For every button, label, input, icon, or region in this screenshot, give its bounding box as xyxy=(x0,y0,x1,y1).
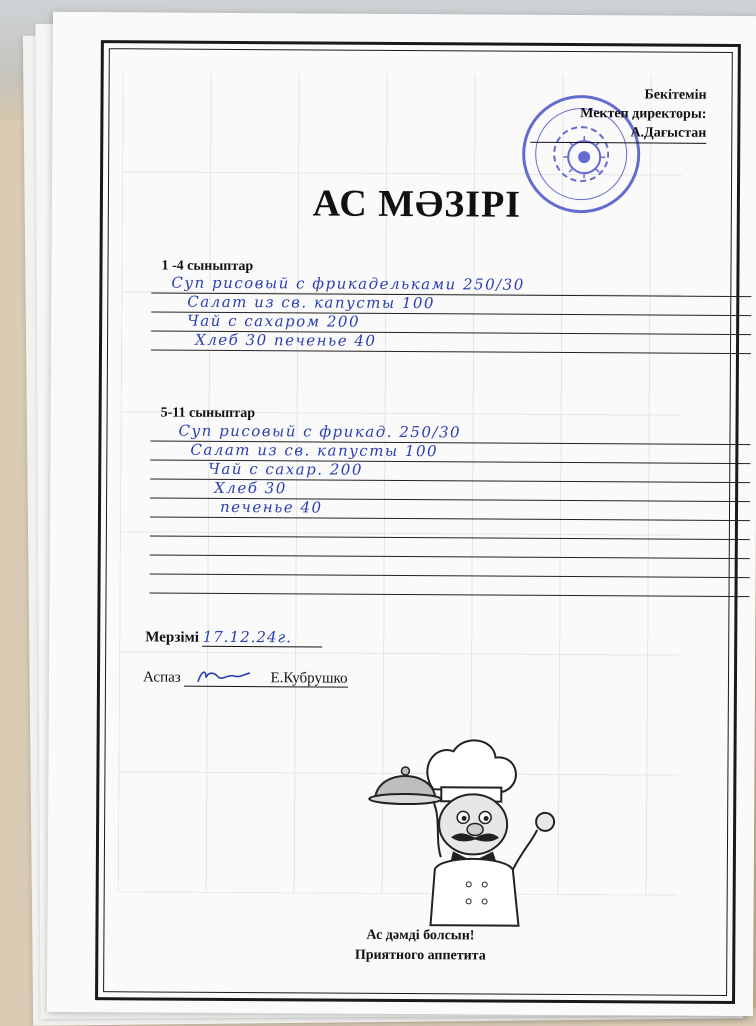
footer-russian: Приятного аппетита xyxy=(87,944,753,968)
menu-item: Салат из св. капусты 100 xyxy=(187,293,435,313)
approval-block xyxy=(530,85,706,144)
approval-heading: Бекітемін xyxy=(531,85,707,105)
menu-item: Суп рисовый с фрикадельками 250/30 xyxy=(171,274,524,294)
menu-line xyxy=(150,574,750,597)
menu-item: Суп рисовый с фрикад. 250/30 xyxy=(178,422,461,442)
cook-name: Е.Кубрушко xyxy=(270,670,347,687)
section-label-5-11: 5-11 сыныптар xyxy=(161,406,256,423)
menu-item: Чай с сахаром 200 xyxy=(187,312,360,331)
cook-label: Аспаз xyxy=(143,669,181,685)
menu-line xyxy=(151,331,751,354)
approval-position: Мектеп директоры: xyxy=(531,104,707,124)
menu-document xyxy=(47,12,756,1016)
menu-item: Хлеб 30 xyxy=(214,479,287,497)
cook-signature xyxy=(184,668,270,688)
signature-icon xyxy=(184,668,270,687)
footer-kazakh: Ас дәмді болсын! xyxy=(87,924,753,948)
page-title: АС МӘЗІРІ xyxy=(52,180,756,228)
approval-signatory: А.Дағыстан xyxy=(530,123,706,144)
section-label-1-4: 1 -4 сыныптар xyxy=(161,259,253,276)
menu-item: Салат из св. капусты 100 xyxy=(190,441,438,461)
date-row xyxy=(145,627,323,647)
date-value: 17.12.24г. xyxy=(203,628,323,648)
menu-item: Хлеб 30 печенье 40 xyxy=(195,331,377,350)
chef-illustration xyxy=(322,729,573,931)
footer-greeting xyxy=(47,924,753,968)
menu-list-1-4 xyxy=(151,274,751,354)
menu-item: Чай с сахар. 200 xyxy=(208,460,363,479)
menu-list-5-11 xyxy=(150,422,751,597)
menu-item: печенье 40 xyxy=(220,498,323,517)
cook-row xyxy=(143,667,348,687)
date-label: Мерзімі xyxy=(145,629,199,645)
